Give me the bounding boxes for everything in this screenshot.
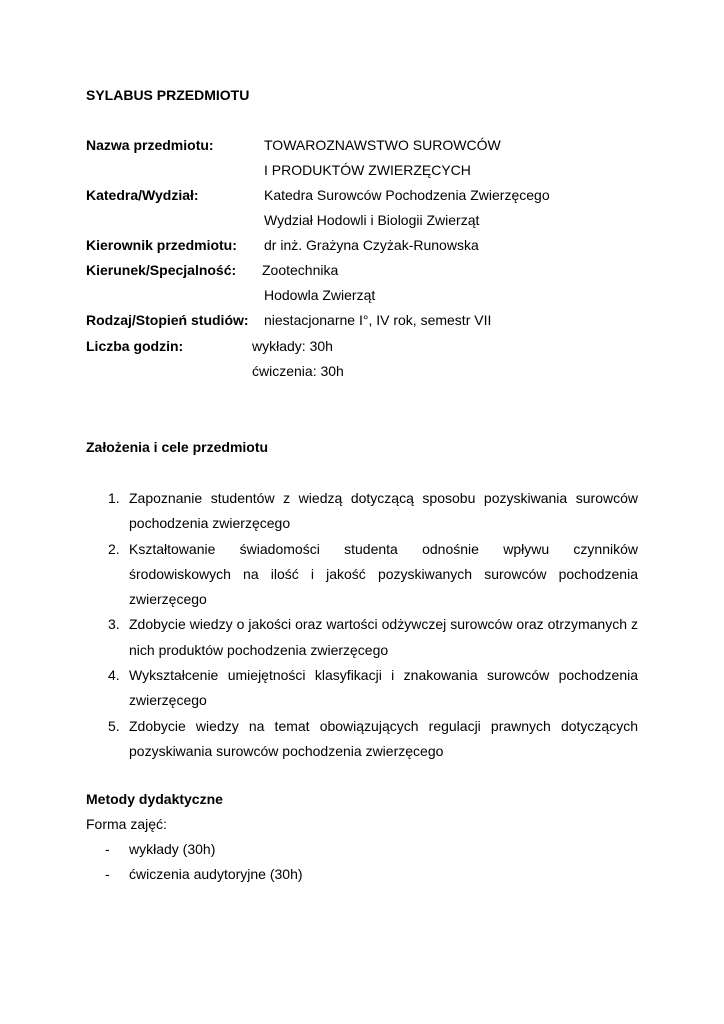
info-value: I PRODUKTÓW ZWIERZĘCYCH	[264, 162, 471, 178]
info-value: Zootechnika	[262, 262, 339, 278]
document-title: SYLABUS PRZEDMIOTU	[86, 87, 250, 103]
list-item	[86, 486, 638, 537]
item-number: 5.	[108, 717, 120, 734]
info-value: Wydział Hodowli i Biologii Zwierząt	[264, 212, 480, 228]
dash-bullet: -	[105, 841, 110, 857]
info-label: Katedra/Wydział:	[86, 187, 199, 203]
list-item	[86, 714, 638, 765]
info-value: ćwiczenia: 30h	[252, 363, 344, 379]
form-label: Forma zajęć:	[86, 816, 167, 832]
item-number: 4.	[108, 667, 120, 684]
dash-bullet: -	[105, 866, 110, 882]
item-text: Wykształcenie umiejętności klasyfikacji i znakowania surowców pochodzenia zwierzęcego	[129, 667, 638, 709]
info-label: Kierownik przedmiotu:	[86, 237, 237, 253]
item-text: Zapoznanie studentów z wiedzą dotyczącą sposobu pozyskiwania surowców pochodzenia zwierzęcego	[129, 490, 638, 532]
info-value: dr inż. Grażyna Czyżak-Runowska	[264, 237, 479, 253]
list-item	[86, 612, 638, 663]
info-value: Hodowla Zwierząt	[264, 287, 376, 303]
item-text: Kształtowanie świadomości studenta odnośnie wpływu czynników środowiskowych na ilość i jakość pozyskiwanych surowców pochodzenia zwierzęcego	[129, 540, 638, 608]
item-number: 2.	[108, 540, 120, 557]
list-item	[86, 663, 638, 714]
info-value: Katedra Surowców Pochodzenia Zwierzęcego	[264, 187, 550, 203]
methods-list	[86, 839, 303, 889]
list-item	[86, 864, 303, 889]
item-number: 3.	[108, 616, 120, 633]
info-label: Kierunek/Specjalność:	[86, 262, 237, 278]
info-value: wykłady: 30h	[252, 338, 333, 354]
item-text: wykłady (30h)	[129, 841, 216, 857]
goals-heading: Założenia i cele przedmiotu	[86, 439, 269, 455]
info-label: Liczba godzin:	[86, 338, 184, 354]
item-number: 1.	[108, 490, 120, 506]
goals-list	[86, 486, 638, 764]
info-value: TOWAROZNAWSTWO SUROWCÓW	[264, 137, 501, 153]
list-item	[86, 537, 638, 613]
item-text: Zdobycie wiedzy o jakości oraz wartości odżywczej surowców oraz otrzymanych z nich produktów pochodzenia zwierzęcego	[129, 616, 638, 658]
info-value: niestacjonarne I°, IV rok, semestr VII	[264, 312, 492, 328]
methods-heading: Metody dydaktyczne	[86, 791, 223, 807]
list-item	[86, 839, 303, 864]
item-text: Zdobycie wiedzy na temat obowiązujących regulacji prawnych dotyczących pozyskiwania surowców pochodzenia zwierzęcego	[129, 717, 638, 759]
item-text: ćwiczenia audytoryjne (30h)	[129, 866, 303, 882]
info-label: Nazwa przedmiotu:	[86, 137, 214, 153]
info-label: Rodzaj/Stopień studiów:	[86, 312, 249, 328]
